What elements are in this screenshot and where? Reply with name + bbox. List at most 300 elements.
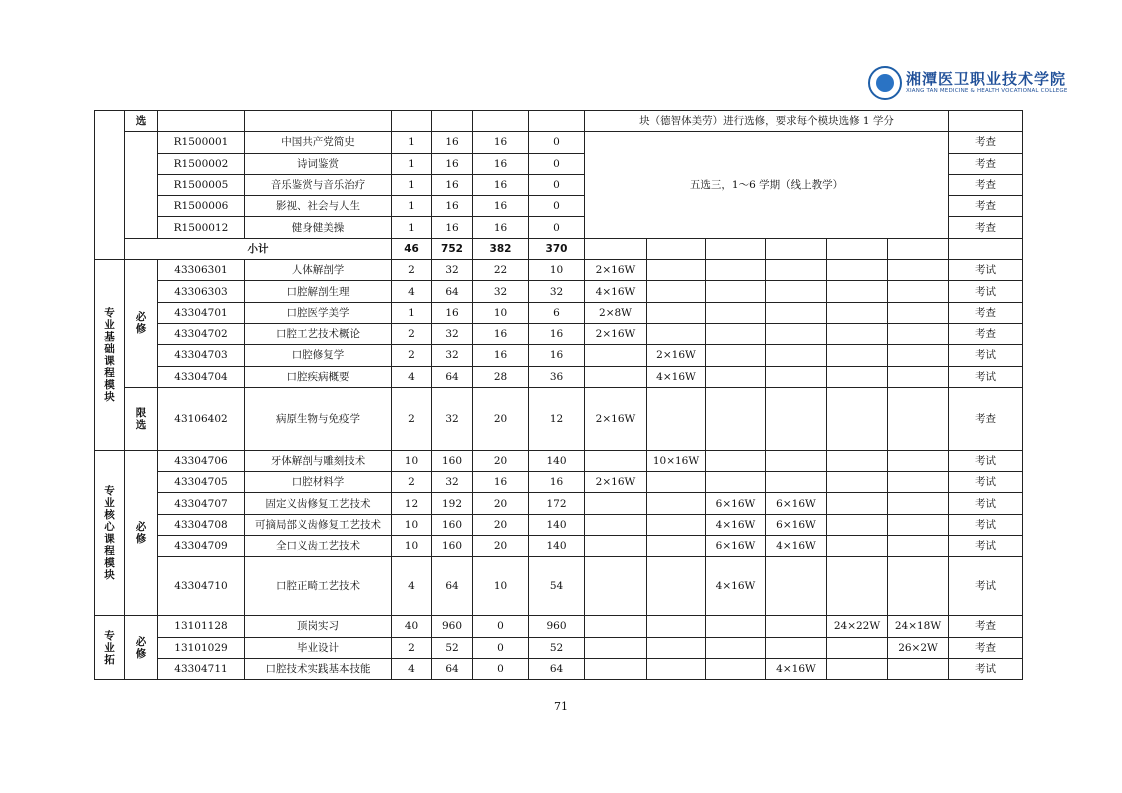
total-hours: 64 xyxy=(432,366,473,387)
course-name: 口腔技术实践基本技能 xyxy=(245,658,392,679)
theory-hours: 10 xyxy=(473,557,529,616)
vertical-char: 课 xyxy=(104,533,115,546)
course-name: 牙体解剖与雕刻技术 xyxy=(245,450,392,471)
table-row xyxy=(95,238,1023,259)
assessment-type: 考查 xyxy=(949,174,1023,195)
semester-2-schedule xyxy=(647,637,706,658)
course-name: 音乐鉴赏与音乐治疗 xyxy=(245,174,392,195)
semester-2-schedule xyxy=(647,281,706,302)
assessment-type: 考查 xyxy=(949,302,1023,323)
semester-2-schedule: 2×16W xyxy=(647,345,706,366)
semester-3-schedule: 4×16W xyxy=(706,514,766,535)
assessment-type: 考试 xyxy=(949,345,1023,366)
practice-hours: 16 xyxy=(529,323,585,344)
semester-6-schedule xyxy=(888,493,949,514)
semester-5-schedule xyxy=(827,637,888,658)
semester-3-schedule xyxy=(706,281,766,302)
course-code: 43306303 xyxy=(158,281,245,302)
vertical-char: 块 xyxy=(104,569,115,582)
theory-hours: 28 xyxy=(473,366,529,387)
total-hours: 16 xyxy=(432,174,473,195)
blank-cell xyxy=(827,238,888,259)
assessment-type: 考查 xyxy=(949,323,1023,344)
semester-4-schedule xyxy=(766,281,827,302)
credit: 40 xyxy=(392,616,432,637)
course-code: 43304709 xyxy=(158,536,245,557)
theory-hours: 0 xyxy=(473,616,529,637)
credit: 1 xyxy=(392,302,432,323)
assessment-type: 考试 xyxy=(949,493,1023,514)
college-name-en: XIANG TAN MEDICINE & HEALTH VOCATIONAL COLLEGE xyxy=(906,88,1068,94)
semester-3-schedule xyxy=(706,366,766,387)
blank-cell xyxy=(585,238,647,259)
course-name: 中国共产党简史 xyxy=(245,132,392,153)
vertical-char: 程 xyxy=(104,545,115,558)
semester-6-schedule xyxy=(888,323,949,344)
theory-hours: 16 xyxy=(473,217,529,238)
total-hours: 32 xyxy=(432,387,473,450)
semester-4-schedule: 4×16W xyxy=(766,658,827,679)
semester-4-schedule xyxy=(766,637,827,658)
practice-hours: 32 xyxy=(529,281,585,302)
credit: 2 xyxy=(392,637,432,658)
blank-cell xyxy=(473,111,529,132)
semester-4-schedule xyxy=(766,345,827,366)
semester-5-schedule xyxy=(827,260,888,281)
semester-1-schedule xyxy=(585,637,647,658)
credit: 4 xyxy=(392,557,432,616)
semester-1-schedule: 2×16W xyxy=(585,260,647,281)
course-name: 可摘局部义齿修复工艺技术 xyxy=(245,514,392,535)
semester-6-schedule: 24×18W xyxy=(888,616,949,637)
table-row xyxy=(95,132,1023,153)
semester-6-schedule xyxy=(888,387,949,450)
theory-hours: 0 xyxy=(473,637,529,658)
semester-6-schedule xyxy=(888,536,949,557)
total-hours: 16 xyxy=(432,153,473,174)
table-row xyxy=(95,323,1023,344)
total-hours: 16 xyxy=(432,132,473,153)
semester-1-schedule xyxy=(585,616,647,637)
course-name: 全口义齿工艺技术 xyxy=(245,536,392,557)
semester-1-schedule xyxy=(585,536,647,557)
semester-1-schedule: 2×16W xyxy=(585,323,647,344)
table-row xyxy=(95,514,1023,535)
practice-hours: 12 xyxy=(529,387,585,450)
semester-6-schedule xyxy=(888,514,949,535)
vertical-char: 专 xyxy=(104,485,115,498)
semester-5-schedule xyxy=(827,323,888,344)
semester-6-schedule xyxy=(888,557,949,616)
semester-1-schedule xyxy=(585,514,647,535)
course-name: 口腔修复学 xyxy=(245,345,392,366)
practice-hours: 0 xyxy=(529,196,585,217)
table-row xyxy=(95,260,1023,281)
blank-cell xyxy=(158,111,245,132)
semester-3-schedule xyxy=(706,387,766,450)
semester-3-schedule xyxy=(706,616,766,637)
course-code: 43304711 xyxy=(158,658,245,679)
assessment-type: 考试 xyxy=(949,450,1023,471)
vertical-char: 修 xyxy=(135,647,147,660)
vertical-char: 基 xyxy=(104,330,115,343)
semester-6-schedule xyxy=(888,345,949,366)
vertical-char: 必 xyxy=(135,311,147,324)
theory-hours: 16 xyxy=(473,472,529,493)
total-hours: 32 xyxy=(432,260,473,281)
credit: 1 xyxy=(392,153,432,174)
college-emblem-icon xyxy=(868,66,902,100)
semester-5-schedule xyxy=(827,345,888,366)
curriculum-table xyxy=(94,110,1023,680)
theory-hours: 22 xyxy=(473,260,529,281)
semester-6-schedule xyxy=(888,260,949,281)
total-hours: 64 xyxy=(432,281,473,302)
practice-hours: 140 xyxy=(529,450,585,471)
course-name: 口腔医学美学 xyxy=(245,302,392,323)
semester-5-schedule xyxy=(827,281,888,302)
semester-3-schedule xyxy=(706,345,766,366)
assessment-type: 考试 xyxy=(949,366,1023,387)
course-code: 43304703 xyxy=(158,345,245,366)
college-name-cn: 湘潭医卫职业技术学院 xyxy=(906,70,1067,88)
course-code: R1500002 xyxy=(158,153,245,174)
theory-hours: 10 xyxy=(473,302,529,323)
table-row xyxy=(95,616,1023,637)
table-row xyxy=(95,281,1023,302)
semester-4-schedule: 6×16W xyxy=(766,493,827,514)
theory-hours: 16 xyxy=(473,132,529,153)
semester-5-schedule xyxy=(827,514,888,535)
course-code: R1500012 xyxy=(158,217,245,238)
semester-3-schedule: 6×16W xyxy=(706,536,766,557)
semester-1-schedule xyxy=(585,658,647,679)
practice-hours: 16 xyxy=(529,472,585,493)
semester-3-schedule xyxy=(706,260,766,281)
total-hours: 16 xyxy=(432,217,473,238)
theory-hours: 16 xyxy=(473,196,529,217)
practice-hours: 0 xyxy=(529,153,585,174)
practice-hours: 172 xyxy=(529,493,585,514)
semester-2-schedule xyxy=(647,557,706,616)
module-core-label xyxy=(95,450,125,615)
semester-5-schedule: 24×22W xyxy=(827,616,888,637)
assessment-type: 考查 xyxy=(949,616,1023,637)
course-name: 口腔解剖生理 xyxy=(245,281,392,302)
semester-1-schedule xyxy=(585,493,647,514)
vertical-char: 修 xyxy=(135,533,147,546)
semester-4-schedule xyxy=(766,366,827,387)
course-code: 43304707 xyxy=(158,493,245,514)
semester-3-schedule xyxy=(706,450,766,471)
semester-3-schedule xyxy=(706,472,766,493)
table-row xyxy=(95,387,1023,450)
blank-cell xyxy=(647,238,706,259)
assessment-type: 考试 xyxy=(949,557,1023,616)
vertical-char: 专 xyxy=(104,629,115,642)
semester-1-schedule: 2×8W xyxy=(585,302,647,323)
course-name: 顶岗实习 xyxy=(245,616,392,637)
theory-hours: 20 xyxy=(473,514,529,535)
blank-cell xyxy=(392,111,432,132)
semester-4-schedule xyxy=(766,450,827,471)
required-label xyxy=(125,616,158,680)
total-hours: 32 xyxy=(432,323,473,344)
blank-cell xyxy=(888,238,949,259)
practice-hours: 140 xyxy=(529,536,585,557)
vertical-char: 选 xyxy=(135,418,147,431)
credit: 2 xyxy=(392,387,432,450)
course-code: R1500001 xyxy=(158,132,245,153)
practice-hours: 6 xyxy=(529,302,585,323)
total-hours: 192 xyxy=(432,493,473,514)
elective-note: 块（德智体美劳）进行选修，要求每个模块选修 1 学分 xyxy=(585,111,949,132)
credit: 1 xyxy=(392,174,432,195)
total-hours: 32 xyxy=(432,472,473,493)
theory-hours: 20 xyxy=(473,450,529,471)
theory-hours: 16 xyxy=(473,323,529,344)
semester-2-schedule xyxy=(647,616,706,637)
semester-6-schedule xyxy=(888,281,949,302)
semester-5-schedule xyxy=(827,536,888,557)
subtotal-practice: 370 xyxy=(529,238,585,259)
total-hours: 16 xyxy=(432,302,473,323)
table-row xyxy=(95,345,1023,366)
total-hours: 16 xyxy=(432,196,473,217)
vertical-char: 必 xyxy=(135,635,147,648)
semester-5-schedule xyxy=(827,366,888,387)
assessment-type: 考查 xyxy=(949,217,1023,238)
practice-hours: 140 xyxy=(529,514,585,535)
semester-4-schedule xyxy=(766,387,827,450)
blank-cell xyxy=(245,111,392,132)
credit: 2 xyxy=(392,472,432,493)
blank-cell xyxy=(766,238,827,259)
credit: 10 xyxy=(392,450,432,471)
course-code: 43304710 xyxy=(158,557,245,616)
vertical-char: 必 xyxy=(135,521,147,534)
vertical-char: 础 xyxy=(104,342,115,355)
semester-2-schedule xyxy=(647,387,706,450)
total-hours: 64 xyxy=(432,658,473,679)
semester-5-schedule xyxy=(827,387,888,450)
course-name: 健身健美操 xyxy=(245,217,392,238)
semester-4-schedule: 4×16W xyxy=(766,536,827,557)
limited-elective-label xyxy=(125,387,158,450)
blank-cell xyxy=(432,111,473,132)
semester-1-schedule xyxy=(585,366,647,387)
total-hours: 160 xyxy=(432,536,473,557)
practice-hours: 16 xyxy=(529,345,585,366)
course-code: 43106402 xyxy=(158,387,245,450)
assessment-type: 考查 xyxy=(949,196,1023,217)
course-code: 43304704 xyxy=(158,366,245,387)
vertical-char: 修 xyxy=(135,323,147,336)
course-name: 病原生物与免疫学 xyxy=(245,387,392,450)
course-code: 43304701 xyxy=(158,302,245,323)
vertical-char: 模 xyxy=(104,378,115,391)
vertical-char: 课 xyxy=(104,354,115,367)
semester-3-schedule: 6×16W xyxy=(706,493,766,514)
table-row xyxy=(95,450,1023,471)
practice-hours: 54 xyxy=(529,557,585,616)
vertical-char: 限 xyxy=(135,406,147,419)
credit: 4 xyxy=(392,366,432,387)
credit: 1 xyxy=(392,217,432,238)
total-hours: 160 xyxy=(432,514,473,535)
semester-3-schedule xyxy=(706,323,766,344)
semester-1-schedule: 2×16W xyxy=(585,387,647,450)
semester-6-schedule xyxy=(888,472,949,493)
credit: 1 xyxy=(392,196,432,217)
assessment-type: 考试 xyxy=(949,472,1023,493)
elective-schedule-note: 五选三，1～6 学期（线上教学） xyxy=(585,132,949,238)
course-code: 43306301 xyxy=(158,260,245,281)
semester-2-schedule xyxy=(647,472,706,493)
course-code: 13101128 xyxy=(158,616,245,637)
semester-3-schedule xyxy=(706,302,766,323)
semester-5-schedule xyxy=(827,302,888,323)
credit: 2 xyxy=(392,323,432,344)
semester-2-schedule xyxy=(647,493,706,514)
vertical-char: 业 xyxy=(104,641,115,654)
subtotal-label: 小计 xyxy=(125,238,392,259)
credit: 2 xyxy=(392,345,432,366)
semester-6-schedule xyxy=(888,366,949,387)
table-row xyxy=(95,302,1023,323)
course-code: 43304705 xyxy=(158,472,245,493)
vertical-char: 程 xyxy=(104,366,115,379)
table-row xyxy=(95,637,1023,658)
vertical-char: 块 xyxy=(104,390,115,403)
assessment-type: 考查 xyxy=(949,637,1023,658)
semester-2-schedule: 10×16W xyxy=(647,450,706,471)
semester-2-schedule xyxy=(647,658,706,679)
semester-5-schedule xyxy=(827,658,888,679)
credit: 4 xyxy=(392,658,432,679)
semester-2-schedule xyxy=(647,323,706,344)
vertical-char: 专 xyxy=(104,306,115,319)
table-row xyxy=(95,658,1023,679)
semester-1-schedule xyxy=(585,450,647,471)
vertical-char: 业 xyxy=(104,318,115,331)
assessment-type: 考试 xyxy=(949,536,1023,557)
course-code: R1500006 xyxy=(158,196,245,217)
credit: 2 xyxy=(392,260,432,281)
assessment-type: 考试 xyxy=(949,281,1023,302)
semester-5-schedule xyxy=(827,493,888,514)
assessment-type: 考查 xyxy=(949,132,1023,153)
semester-4-schedule xyxy=(766,557,827,616)
vertical-char: 核 xyxy=(104,509,115,522)
semester-4-schedule xyxy=(766,323,827,344)
course-code: 43304706 xyxy=(158,450,245,471)
practice-hours: 0 xyxy=(529,174,585,195)
course-code: 13101029 xyxy=(158,637,245,658)
vertical-char: 拓 xyxy=(104,653,115,666)
table-row xyxy=(95,557,1023,616)
theory-hours: 16 xyxy=(473,174,529,195)
theory-hours: 20 xyxy=(473,387,529,450)
semester-1-schedule xyxy=(585,345,647,366)
course-name: 人体解剖学 xyxy=(245,260,392,281)
semester-5-schedule xyxy=(827,450,888,471)
semester-4-schedule: 6×16W xyxy=(766,514,827,535)
theory-hours: 20 xyxy=(473,536,529,557)
semester-4-schedule xyxy=(766,472,827,493)
blank-cell xyxy=(949,111,1023,132)
semester-2-schedule xyxy=(647,536,706,557)
semester-3-schedule xyxy=(706,637,766,658)
semester-5-schedule xyxy=(827,557,888,616)
blank-cell xyxy=(529,111,585,132)
semester-4-schedule xyxy=(766,260,827,281)
blank-cell xyxy=(949,238,1023,259)
semester-2-schedule xyxy=(647,260,706,281)
credit: 12 xyxy=(392,493,432,514)
blank-cell xyxy=(706,238,766,259)
table-row xyxy=(95,111,1023,132)
course-name: 毕业设计 xyxy=(245,637,392,658)
assessment-type: 考查 xyxy=(949,153,1023,174)
table-row xyxy=(95,536,1023,557)
subtotal-hours: 752 xyxy=(432,238,473,259)
course-name: 口腔工艺技术概论 xyxy=(245,323,392,344)
semester-2-schedule xyxy=(647,302,706,323)
course-name: 口腔疾病概要 xyxy=(245,366,392,387)
credit: 10 xyxy=(392,514,432,535)
course-code: 43304702 xyxy=(158,323,245,344)
assessment-type: 考试 xyxy=(949,260,1023,281)
subtotal-credit: 46 xyxy=(392,238,432,259)
semester-1-schedule: 2×16W xyxy=(585,472,647,493)
course-name: 口腔材料学 xyxy=(245,472,392,493)
table-row xyxy=(95,493,1023,514)
table-row xyxy=(95,472,1023,493)
semester-6-schedule: 26×2W xyxy=(888,637,949,658)
practice-hours: 0 xyxy=(529,132,585,153)
semester-2-schedule: 4×16W xyxy=(647,366,706,387)
course-code: 43304708 xyxy=(158,514,245,535)
credit: 10 xyxy=(392,536,432,557)
module-extension-label xyxy=(95,616,125,680)
total-hours: 52 xyxy=(432,637,473,658)
course-code: R1500005 xyxy=(158,174,245,195)
credit: 1 xyxy=(392,132,432,153)
semester-6-schedule xyxy=(888,450,949,471)
module-cell xyxy=(95,111,125,260)
college-logo xyxy=(868,66,1068,104)
assessment-type: 考试 xyxy=(949,514,1023,535)
required-label xyxy=(125,260,158,388)
semester-5-schedule xyxy=(827,472,888,493)
vertical-char: 模 xyxy=(104,557,115,570)
total-hours: 960 xyxy=(432,616,473,637)
course-name: 口腔正畸工艺技术 xyxy=(245,557,392,616)
course-name: 诗词鉴赏 xyxy=(245,153,392,174)
theory-hours: 20 xyxy=(473,493,529,514)
required-label xyxy=(125,450,158,615)
credit: 4 xyxy=(392,281,432,302)
semester-2-schedule xyxy=(647,514,706,535)
group-cell xyxy=(125,132,158,238)
semester-6-schedule xyxy=(888,302,949,323)
module-basic-label xyxy=(95,260,125,451)
theory-hours: 0 xyxy=(473,658,529,679)
semester-1-schedule: 4×16W xyxy=(585,281,647,302)
assessment-type: 考试 xyxy=(949,658,1023,679)
practice-hours: 0 xyxy=(529,217,585,238)
